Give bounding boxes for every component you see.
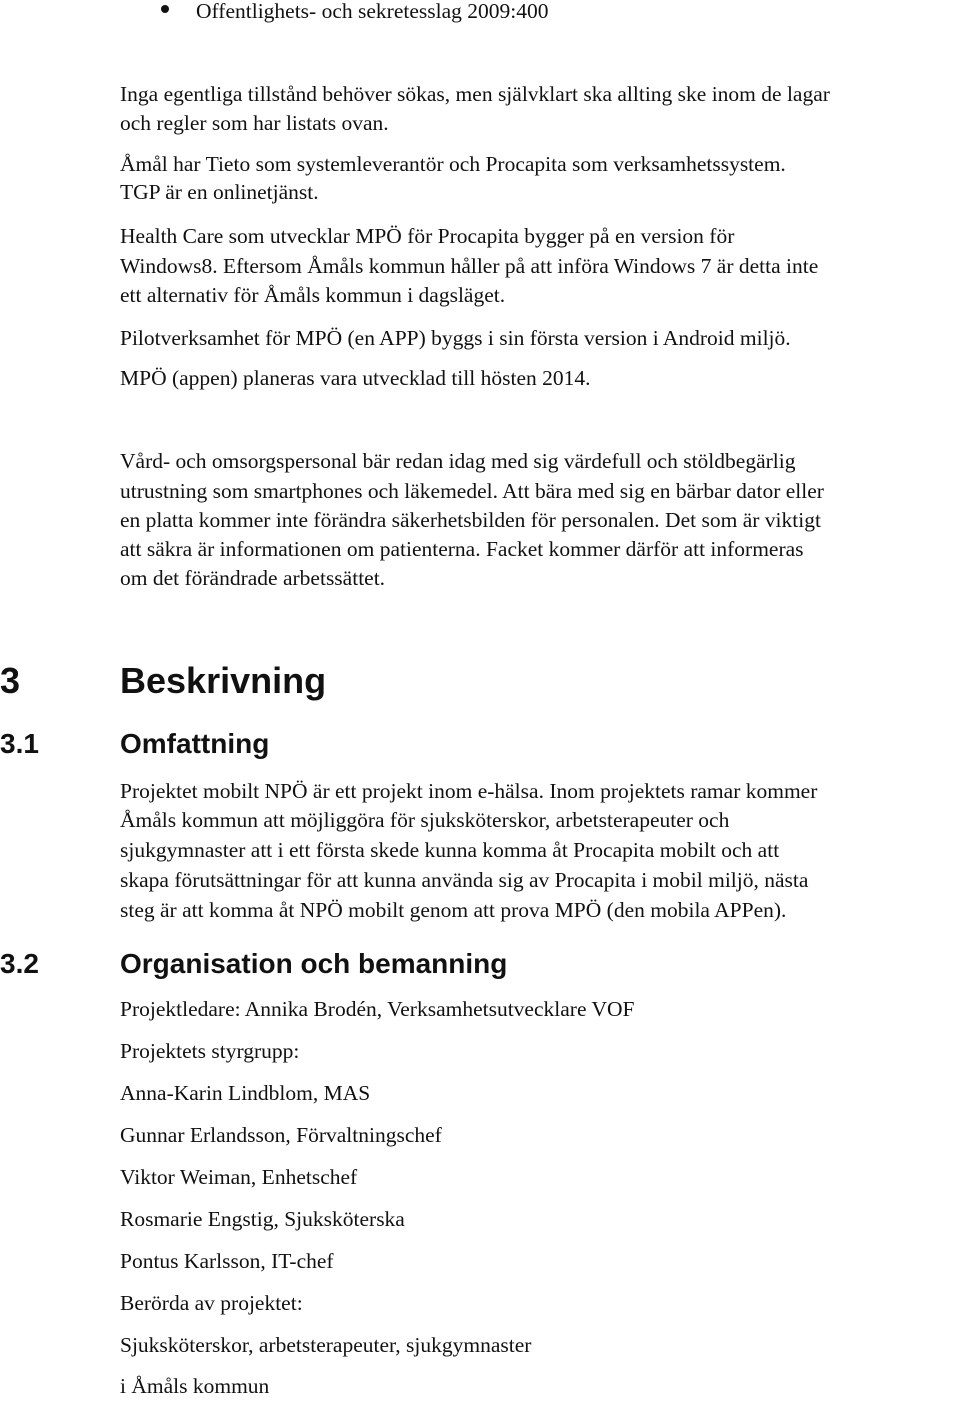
subsection-number: 3.2 — [0, 948, 39, 979]
subsection-heading — [0, 948, 507, 980]
bullet-dot-icon — [161, 5, 169, 13]
paragraph-line: en platta kommer inte förändra säkerhetsbilden för personalen. Det som är viktigt — [120, 508, 821, 532]
affected-line: Sjuksköterskor, arbetsterapeuter, sjukgymnaster — [120, 1333, 532, 1357]
section-heading — [0, 660, 326, 702]
subsection-heading — [0, 728, 269, 760]
member-line: Gunnar Erlandsson, Förvaltningschef — [120, 1123, 442, 1147]
member-line: Viktor Weiman, Enhetschef — [120, 1165, 358, 1189]
paragraph-line: Pilotverksamhet för MPÖ (en APP) byggs i sin första version i Android miljö. — [120, 326, 791, 350]
paragraph-line: MPÖ (appen) planeras vara utvecklad till hösten 2014. — [120, 366, 591, 390]
paragraph-line: sjukgymnaster att i ett första skede kunna komma åt Procapita mobilt och att — [120, 838, 780, 862]
bullet-list-item — [0, 0, 960, 30]
bullet-text: Offentlighets- och sekretesslag 2009:400 — [196, 0, 549, 23]
section-title: Beskrivning — [120, 660, 327, 701]
member-line: Rosmarie Engstig, Sjuksköterska — [120, 1207, 405, 1231]
paragraph-line: Åmåls kommun att möjliggöra för sjuksköterskor, arbetsterapeuter och — [120, 808, 730, 832]
subsection-number: 3.1 — [0, 728, 39, 759]
steering-group-label: Projektets styrgrupp: — [120, 1039, 300, 1063]
paragraph-line: Health Care som utvecklar MPÖ för Procapita bygger på en version för — [120, 224, 735, 248]
paragraph-line: Inga egentliga tillstånd behöver sökas, men självklart ska allting ske inom de lagar — [120, 82, 830, 106]
paragraph-line: Vård- och omsorgspersonal bär redan idag med sig värdefull och stöldbegärlig — [120, 449, 796, 473]
paragraph-line: utrustning som smartphones och läkemedel. Att bära med sig en bärbar dator eller — [120, 479, 824, 503]
paragraph-line: skapa förutsättningar för att kunna använda sig av Procapita i mobil miljö, nästa — [120, 868, 809, 892]
section-number: 3 — [0, 660, 21, 701]
paragraph-line: Projektet mobilt NPÖ är ett projekt inom e-hälsa. Inom projektets ramar kommer — [120, 779, 818, 803]
paragraph-line: om det förändrade arbetssättet. — [120, 566, 386, 590]
paragraph-line: Åmål har Tieto som systemleverantör och Procapita som verksamhetssystem. — [120, 152, 786, 176]
paragraph-line: och regler som har listats ovan. — [120, 111, 389, 135]
paragraph-line: TGP är en onlinetjänst. — [120, 180, 319, 204]
paragraph-line: ett alternativ för Åmåls kommun i dagsläget. — [120, 283, 506, 307]
subsection-title: Organisation och bemanning — [120, 948, 508, 979]
subsection-title: Omfattning — [120, 728, 270, 759]
affected-line: i Åmåls kommun — [120, 1374, 270, 1398]
project-leader-line: Projektledare: Annika Brodén, Verksamhetsutvecklare VOF — [120, 997, 635, 1021]
paragraph-line: steg är att komma åt NPÖ mobilt genom att prova MPÖ (den mobila APPen). — [120, 898, 787, 922]
member-line: Pontus Karlsson, IT-chef — [120, 1249, 334, 1273]
affected-label: Berörda av projektet: — [120, 1291, 303, 1315]
member-line: Anna-Karin Lindblom, MAS — [120, 1081, 371, 1105]
paragraph-line: Windows8. Eftersom Åmåls kommun håller på att införa Windows 7 är detta inte — [120, 254, 819, 278]
paragraph-line: att säkra är informationen om patienterna. Facket kommer därför att informeras — [120, 537, 804, 561]
